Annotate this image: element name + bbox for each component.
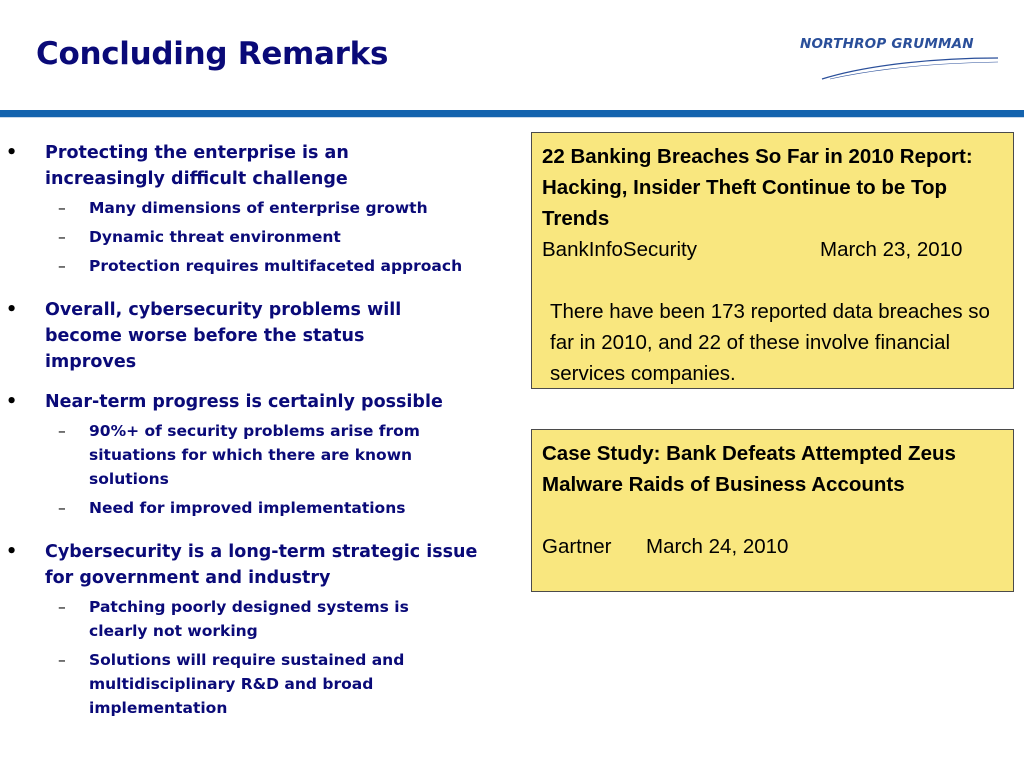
sub-bullet-text: Protection requires multifaceted approach bbox=[89, 257, 463, 275]
sub-bullet-text: Many dimensions of enterprise growth bbox=[89, 199, 428, 217]
news-callout-bankinfosecurity bbox=[531, 132, 1014, 389]
bullet-item bbox=[0, 389, 525, 415]
bullet-item bbox=[0, 539, 525, 591]
bullet-dot-icon: • bbox=[6, 542, 18, 562]
bullet-item bbox=[0, 140, 525, 192]
callout-source-row bbox=[542, 531, 1003, 562]
bullet-text: Near-term progress is certainly possible bbox=[45, 392, 443, 412]
news-callout-gartner bbox=[531, 429, 1014, 592]
bullet-dot-icon: • bbox=[6, 300, 18, 320]
callout-source-row bbox=[542, 234, 1003, 265]
callout-headline: 22 Banking Breaches So Far in 2010 Report: Hacking, Insider Theft Continue to be Top Trends bbox=[542, 145, 973, 230]
sub-bullet-item bbox=[45, 419, 481, 491]
dash-icon: – bbox=[58, 228, 66, 246]
dash-icon: – bbox=[58, 257, 66, 275]
sub-bullet-item bbox=[45, 196, 525, 220]
bullet-text: Protecting the enterprise is an increasingly difficult challenge bbox=[45, 143, 349, 189]
bullet-text: Overall, cybersecurity problems will become worse before the status improves bbox=[45, 300, 402, 372]
dash-icon: – bbox=[58, 598, 66, 616]
slide-title: Concluding Remarks bbox=[36, 36, 389, 72]
sub-bullet-item bbox=[45, 254, 525, 278]
dash-icon: – bbox=[58, 499, 66, 517]
callout-body: There have been 173 reported data breaches so far in 2010, and 22 of these involve financial services companies. bbox=[550, 300, 990, 385]
logo-swoosh-icon bbox=[800, 36, 1000, 84]
dash-icon: – bbox=[58, 422, 66, 440]
sub-bullet-text: Dynamic threat environment bbox=[89, 228, 341, 246]
callout-date: March 23, 2010 bbox=[820, 238, 963, 261]
callout-date: March 24, 2010 bbox=[646, 535, 789, 558]
callout-source: BankInfoSecurity bbox=[542, 238, 697, 261]
sub-bullet-item bbox=[45, 648, 429, 720]
dash-icon: – bbox=[58, 651, 66, 669]
dash-icon: – bbox=[58, 199, 66, 217]
bullet-item bbox=[0, 297, 525, 375]
northrop-grumman-logo bbox=[800, 36, 1000, 84]
sub-bullet-list bbox=[0, 196, 525, 278]
callout-source: Gartner bbox=[542, 535, 612, 558]
bullet-list bbox=[0, 140, 525, 725]
sub-bullet-text: Patching poorly designed systems is clearly not working bbox=[89, 598, 409, 640]
sub-bullet-list bbox=[0, 419, 525, 520]
sub-bullet-item bbox=[45, 595, 429, 643]
sub-bullet-item bbox=[45, 225, 525, 249]
sub-bullet-list bbox=[0, 595, 525, 720]
header-rule bbox=[0, 110, 1024, 117]
header-rule-shadow bbox=[0, 117, 1024, 118]
sub-bullet-text: Need for improved implementations bbox=[89, 499, 406, 517]
sub-bullet-text: 90%+ of security problems arise from situations for which there are known solutions bbox=[89, 422, 420, 488]
sub-bullet-text: Solutions will require sustained and multidisciplinary R&D and broad implementation bbox=[89, 651, 405, 717]
bullet-dot-icon: • bbox=[6, 143, 18, 163]
callout-headline: Case Study: Bank Defeats Attempted Zeus Malware Raids of Business Accounts bbox=[542, 442, 956, 496]
sub-bullet-item bbox=[45, 496, 525, 520]
bullet-dot-icon: • bbox=[6, 392, 18, 412]
logo-wordmark: NORTHROP GRUMMAN bbox=[800, 36, 974, 52]
bullet-text: Cybersecurity is a long-term strategic issue for government and industry bbox=[45, 542, 478, 588]
